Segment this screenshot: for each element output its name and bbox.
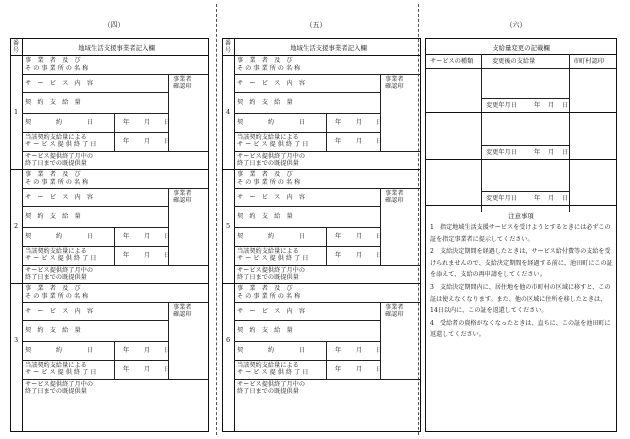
confirm-seal-label: 確認印 bbox=[385, 82, 404, 90]
col-service-type: サービスの種類 bbox=[430, 58, 474, 65]
day-label: 日 bbox=[164, 346, 171, 354]
note-item: 1 指定地域生活支援サービスを受けようとするときには必ずこの証を指定事業者に提示してください。 bbox=[430, 224, 611, 243]
amount-label: 契 約 支 給 量 bbox=[25, 212, 81, 220]
provider-label: そ の 事 業 所 の 名 称 bbox=[25, 292, 89, 300]
day-label: 日 bbox=[164, 232, 171, 240]
panel-label-4: （四） bbox=[103, 21, 125, 29]
year-label: 年 bbox=[335, 232, 342, 240]
entry-number: 4 bbox=[226, 108, 231, 116]
existing-amount-label: サービス提供終了月中の bbox=[25, 152, 94, 160]
entry-number: 1 bbox=[14, 108, 19, 116]
month-label: 月 bbox=[144, 118, 151, 126]
confirm-seal-label: 事業者 bbox=[385, 303, 404, 311]
existing-amount-label: 終了日までの既提供量 bbox=[237, 159, 299, 167]
amount-label: 契 約 支 給 量 bbox=[237, 326, 293, 334]
year-label: 年 bbox=[123, 251, 130, 259]
month-label: 月 bbox=[144, 365, 151, 373]
year-label: 年 bbox=[123, 137, 130, 145]
service-label: サ ー ビ ス 内 容 bbox=[25, 193, 94, 201]
day-label: 日 bbox=[164, 365, 171, 373]
fold-line bbox=[216, 4, 217, 435]
year-label: 年 bbox=[335, 118, 342, 126]
provision-end-label: 当該契約支給量による bbox=[237, 362, 299, 369]
existing-amount-label: サービス提供終了月中の bbox=[237, 380, 306, 388]
panel-label-5: （五） bbox=[305, 21, 327, 29]
confirm-seal-label: 事業者 bbox=[385, 75, 404, 83]
entry-number: 2 bbox=[14, 222, 19, 230]
provider-label: そ の 事 業 所 の 名 称 bbox=[237, 64, 301, 72]
existing-amount-label: サービス提供終了月中の bbox=[237, 266, 306, 274]
existing-amount-label: 終了日までの既提供量 bbox=[237, 273, 299, 281]
provision-end-label: サ ー ビ ス 提 供 終 了 日 bbox=[25, 369, 97, 376]
confirm-seal-label: 確認印 bbox=[385, 310, 404, 318]
provider-label: 事 業 者 及 び bbox=[25, 57, 81, 64]
notes-title: 注意事項 bbox=[508, 212, 534, 220]
amount-label: 契 約 支 給 量 bbox=[237, 98, 293, 106]
entry-number: 3 bbox=[14, 336, 19, 344]
contract-date-label: 契 約 日 bbox=[237, 346, 306, 354]
entry-number: 5 bbox=[226, 222, 231, 230]
year-label: 年 bbox=[123, 118, 130, 126]
number-header: 番号 bbox=[13, 40, 20, 54]
provider-label: 事 業 者 及 び bbox=[25, 285, 81, 292]
contract-date-label: 契 約 日 bbox=[25, 118, 94, 126]
change-panel-title: 支給量変更の記載欄 bbox=[492, 44, 550, 52]
change-date-label: 変更年月日 bbox=[486, 149, 517, 156]
service-label: サ ー ビ ス 内 容 bbox=[25, 307, 94, 315]
month-label: 月 bbox=[356, 251, 363, 259]
panel-label-6: （六） bbox=[505, 21, 527, 29]
provider-label: 事 業 者 及 び bbox=[237, 285, 293, 292]
confirm-seal-label: 確認印 bbox=[385, 196, 404, 204]
note-item: 3 支給決定期間内に、居住地を他の市町村の区域に移すと、この証は使えなくなります。また、他の区域に住所を移したときは、14日以内に、この証を返還してください。 bbox=[430, 283, 611, 315]
provision-end-label: サ ー ビ ス 提 供 終 了 日 bbox=[25, 141, 97, 148]
provision-end-label: サ ー ビ ス 提 供 終 了 日 bbox=[237, 255, 309, 262]
service-label: サ ー ビ ス 内 容 bbox=[237, 193, 306, 201]
confirm-seal-label: 確認印 bbox=[173, 82, 192, 90]
confirm-seal-label: 確認印 bbox=[173, 310, 192, 318]
existing-amount-label: サービス提供終了月中の bbox=[25, 380, 94, 388]
provision-end-label: サ ー ビ ス 提 供 終 了 日 bbox=[237, 141, 309, 148]
entry-table bbox=[10, 38, 209, 432]
day-label: 日 bbox=[164, 251, 171, 259]
provider-label: 事 業 者 及 び bbox=[237, 171, 293, 178]
entry-number: 6 bbox=[226, 336, 231, 344]
service-label: サ ー ビ ス 内 容 bbox=[25, 79, 94, 87]
day-label: 日 bbox=[376, 118, 383, 126]
provision-end-label: 当該契約支給量による bbox=[25, 248, 87, 255]
provision-end-label: 当該契約支給量による bbox=[25, 134, 87, 141]
day-label: 日 bbox=[376, 251, 383, 259]
entry-table bbox=[222, 38, 421, 432]
year-label: 年 bbox=[123, 232, 130, 240]
year-label: 年 bbox=[335, 346, 342, 354]
existing-amount-label: 終了日までの既提供量 bbox=[237, 387, 299, 395]
existing-amount-label: 終了日までの既提供量 bbox=[25, 159, 87, 167]
col-new-amount: 変更後の支給量 bbox=[492, 58, 536, 65]
month-label: 月 bbox=[356, 232, 363, 240]
contract-date-label: 契 約 日 bbox=[25, 346, 94, 354]
provider-label: 事 業 者 及 び bbox=[237, 57, 293, 64]
day-label: 日 bbox=[376, 365, 383, 373]
day-label: 日 bbox=[164, 137, 171, 145]
year-label: 年 bbox=[335, 365, 342, 373]
provider-label: そ の 事 業 所 の 名 称 bbox=[237, 292, 301, 300]
col-municipal-seal: 市町村認印 bbox=[573, 58, 604, 65]
day-label: 日 bbox=[376, 346, 383, 354]
month-label: 月 bbox=[356, 118, 363, 126]
provision-end-label: サ ー ビ ス 提 供 終 了 日 bbox=[237, 369, 309, 376]
provider-label: そ の 事 業 所 の 名 称 bbox=[25, 64, 89, 72]
month-label: 月 bbox=[144, 346, 151, 354]
month-label: 月 bbox=[144, 137, 151, 145]
contract-date-label: 契 約 日 bbox=[237, 118, 306, 126]
month-label: 月 bbox=[356, 137, 363, 145]
day-label: 日 bbox=[376, 137, 383, 145]
confirm-seal-label: 事業者 bbox=[173, 75, 192, 83]
day-label: 日 bbox=[376, 232, 383, 240]
number-header: 番号 bbox=[225, 40, 232, 54]
confirm-seal-label: 事業者 bbox=[385, 189, 404, 197]
existing-amount-label: サービス提供終了月中の bbox=[237, 152, 306, 160]
month-label: 月 bbox=[144, 232, 151, 240]
year-label: 年 bbox=[335, 251, 342, 259]
change-date-label: 変更年月日 bbox=[486, 195, 517, 202]
year-label: 年 bbox=[335, 137, 342, 145]
provision-end-label: サ ー ビ ス 提 供 終 了 日 bbox=[25, 255, 97, 262]
change-date-label: 変更年月日 bbox=[486, 102, 517, 109]
contract-date-label: 契 約 日 bbox=[237, 232, 306, 240]
day-label: 日 bbox=[164, 118, 171, 126]
provision-end-label: 当該契約支給量による bbox=[25, 362, 87, 369]
confirm-seal-label: 事業者 bbox=[173, 303, 192, 311]
year-label: 年 bbox=[123, 346, 130, 354]
amount-label: 契 約 支 給 量 bbox=[237, 212, 293, 220]
confirm-seal-label: 確認印 bbox=[173, 196, 192, 204]
amount-label: 契 約 支 給 量 bbox=[25, 98, 81, 106]
month-label: 月 bbox=[356, 346, 363, 354]
provider-label: そ の 事 業 所 の 名 称 bbox=[25, 178, 89, 186]
provision-end-label: 当該契約支給量による bbox=[237, 134, 299, 141]
month-label: 月 bbox=[356, 365, 363, 373]
provider-label: そ の 事 業 所 の 名 称 bbox=[237, 178, 301, 186]
month-label: 月 bbox=[144, 251, 151, 259]
year-label: 年 bbox=[123, 365, 130, 373]
confirm-seal-label: 事業者 bbox=[173, 189, 192, 197]
provision-end-label: 当該契約支給量による bbox=[237, 248, 299, 255]
existing-amount-label: サービス提供終了月中の bbox=[25, 266, 94, 274]
note-item: 2 支給決定期間を経過したときは、サービス給付費等の支給を受けられませんので、支給決定期間を経過する前に、池田町にこの証を添えて、支給の再申請をしてください。 bbox=[430, 248, 613, 279]
notes-list bbox=[430, 222, 613, 341]
amount-label: 契 約 支 給 量 bbox=[25, 326, 81, 334]
contract-date-label: 契 約 日 bbox=[25, 232, 94, 240]
existing-amount-label: 終了日までの既提供量 bbox=[25, 387, 87, 395]
entry-title: 地域生活支援事業者記入欄 bbox=[290, 44, 367, 52]
note-item: 4 受給者の資格がなくなったときは、直ちに、この証を池田町に返還してください。 bbox=[430, 319, 611, 339]
service-label: サ ー ビ ス 内 容 bbox=[237, 307, 306, 315]
service-label: サ ー ビ ス 内 容 bbox=[237, 79, 306, 87]
existing-amount-label: 終了日までの既提供量 bbox=[25, 273, 87, 281]
change-record-panel: 支給量変更の記載欄 サービスの種類 変更後の支給量 市町村認印 変更年月日 年 月 日 変更年月日 年 月 日 変更年月日 年 月 日 注意事項 1 指定地域生活支援サービスを受けようとするときには必ずこの証を指定事業者に提示してください。 2 支給決定期間を経過したときは、サービス給付費等の支給を受けられませんので、支給決定期間を経過する前に、池田町にこの証を添えて、支給の再申請をしてください。 3 支給決定期間内に、居住地を他の市町村の区域に移すと、この証は使えなくなります。また、他の区域に住所を移したときは、14日以内に、この証を返還してください。 4 受給者の資格がなくなったときは、直ちに、この証を池田町に返還してください。 bbox=[425, 38, 617, 432]
provider-label: 事 業 者 及 び bbox=[25, 171, 81, 178]
entry-title: 地域生活支援事業者記入欄 bbox=[78, 44, 155, 52]
